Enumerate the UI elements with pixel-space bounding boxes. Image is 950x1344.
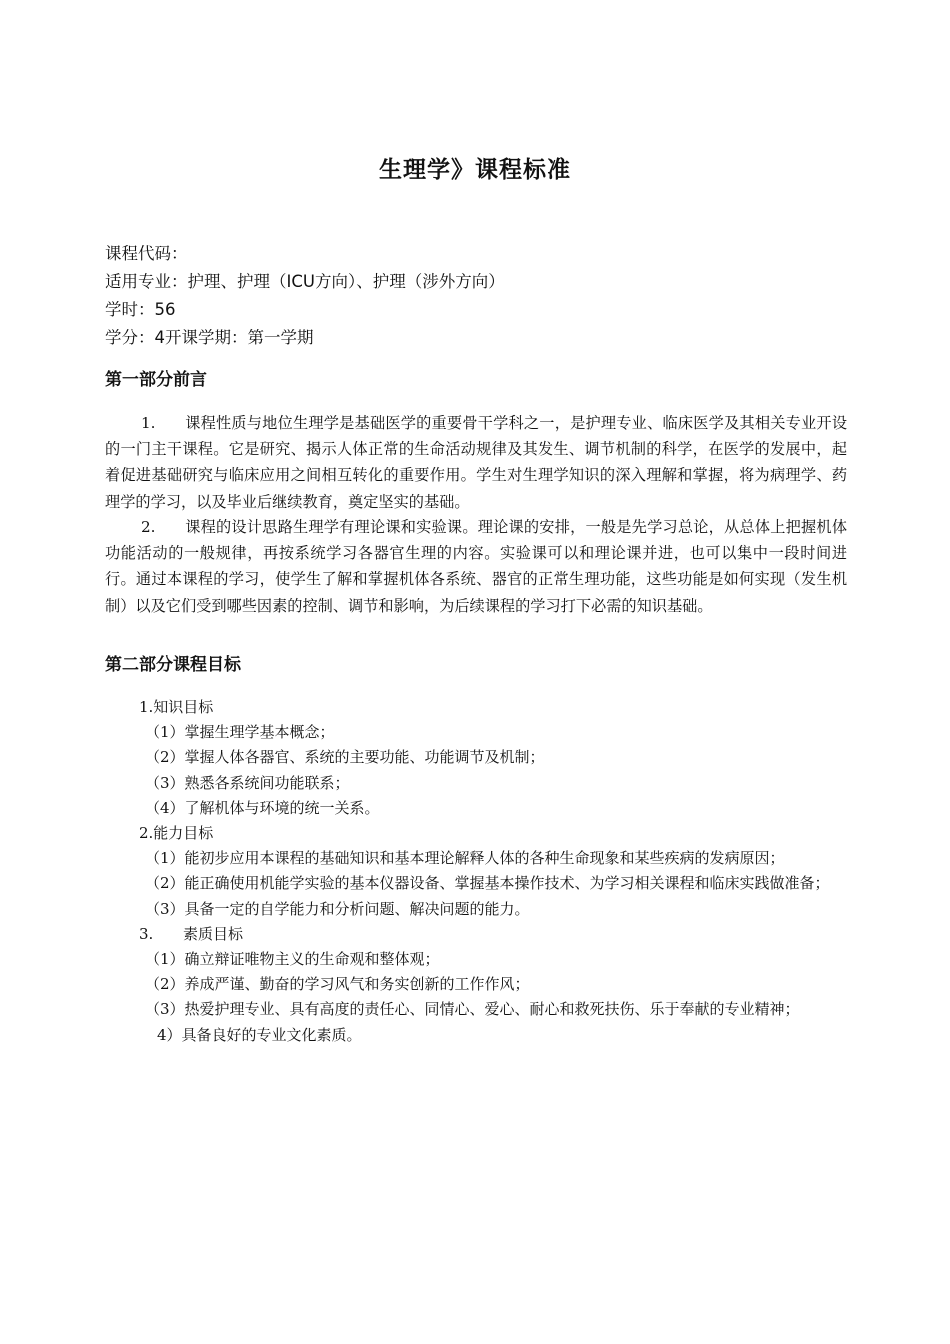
part1-heading: 第一部分前言 — [105, 370, 207, 390]
paragraph-number: 2. — [141, 518, 156, 536]
ability-goal-item: （2）能正确使用机能学实验的基本仪器设备、掌握基本操作技术、为学习相关课程和临床实践做准备； — [145, 874, 830, 893]
knowledge-goal-item: （3）熟悉各系统间功能联系； — [145, 773, 350, 792]
quality-goal-item: （2）养成严谨、勤奋的学习风气和务实创新的工作作风； — [145, 975, 530, 994]
paragraph-text: 课程性质与地位生理学是基础医学的重要骨干学科之一，是护理专业、临床医学及其相关专业开设的一门主干课程。它是研究、揭示人体正常的生命活动规律及其发生、调节机制的科学，在医学的发展中，起着促进基础研究与临床应用之间相互转化的重要作用。学生对生理学知识的深入理解和掌握，将为病理学、药理学的学习，以及毕业后继续教育，奠定坚实的基础。 — [105, 414, 847, 511]
knowledge-goals-title: 1.知识目标 — [139, 698, 214, 716]
part1-paragraph-1 — [105, 410, 847, 515]
knowledge-goal-item: （2）掌握人体各器官、系统的主要功能、功能调节及机制； — [145, 748, 545, 767]
quality-goals-title — [105, 922, 847, 947]
course-goals — [105, 695, 847, 1048]
document-title: 生理学》课程标准 — [379, 157, 571, 183]
part1-paragraph-2 — [105, 514, 847, 619]
ability-goal-item: （3）具备一定的自学能力和分析问题、解决问题的能力。 — [145, 899, 530, 918]
knowledge-goal-item: （1）掌握生理学基本概念； — [145, 723, 335, 742]
course-meta — [105, 240, 865, 352]
paragraph-number: 1. — [141, 414, 156, 432]
meta-hours: 学时：56 — [105, 300, 176, 319]
knowledge-goal-item: （4）了解机体与环境的统一关系。 — [145, 798, 380, 817]
meta-major: 适用专业：护理、护理（ICU方向）、护理（涉外方向） — [105, 272, 505, 291]
quality-goals-label: 素质目标 — [183, 924, 244, 943]
quality-goal-item: （3）热爱护理专业、具有高度的责任心、同情心、爱心、耐心和救死扶伤、乐于奉献的专业精神； — [145, 1000, 800, 1019]
meta-course-code: 课程代码： — [105, 244, 188, 263]
quality-goal-item: 4）具备良好的专业文化素质。 — [157, 1025, 362, 1044]
ability-goal-item: （1）能初步应用本课程的基础知识和基本理论解释人体的各种生命现象和某些疾病的发病原因； — [145, 849, 785, 868]
ability-goals-title: 2.能力目标 — [139, 824, 214, 843]
quality-goal-item: （1）确立辩证唯物主义的生命观和整体观； — [145, 950, 440, 969]
part2-heading: 第二部分课程目标 — [105, 655, 241, 675]
quality-goals-number: 3. — [139, 924, 154, 943]
meta-credits-term: 学分：4开课学期：第一学期 — [105, 328, 314, 347]
paragraph-text: 课程的设计思路生理学有理论课和实验课。理论课的安排，一般是先学习总论，从总体上把握机体功能活动的一般规律，再按系统学习各器官生理的内容。实验课可以和理论课并进，也可以集中一段时间进行。通过本课程的学习，使学生了解和掌握机体各系统、器官的正常生理功能，这些功能是如何实现（发生机制）以及它们受到哪些因素的控制、调节和影响，为后续课程的学习打下必需的知识基础。 — [105, 518, 847, 615]
